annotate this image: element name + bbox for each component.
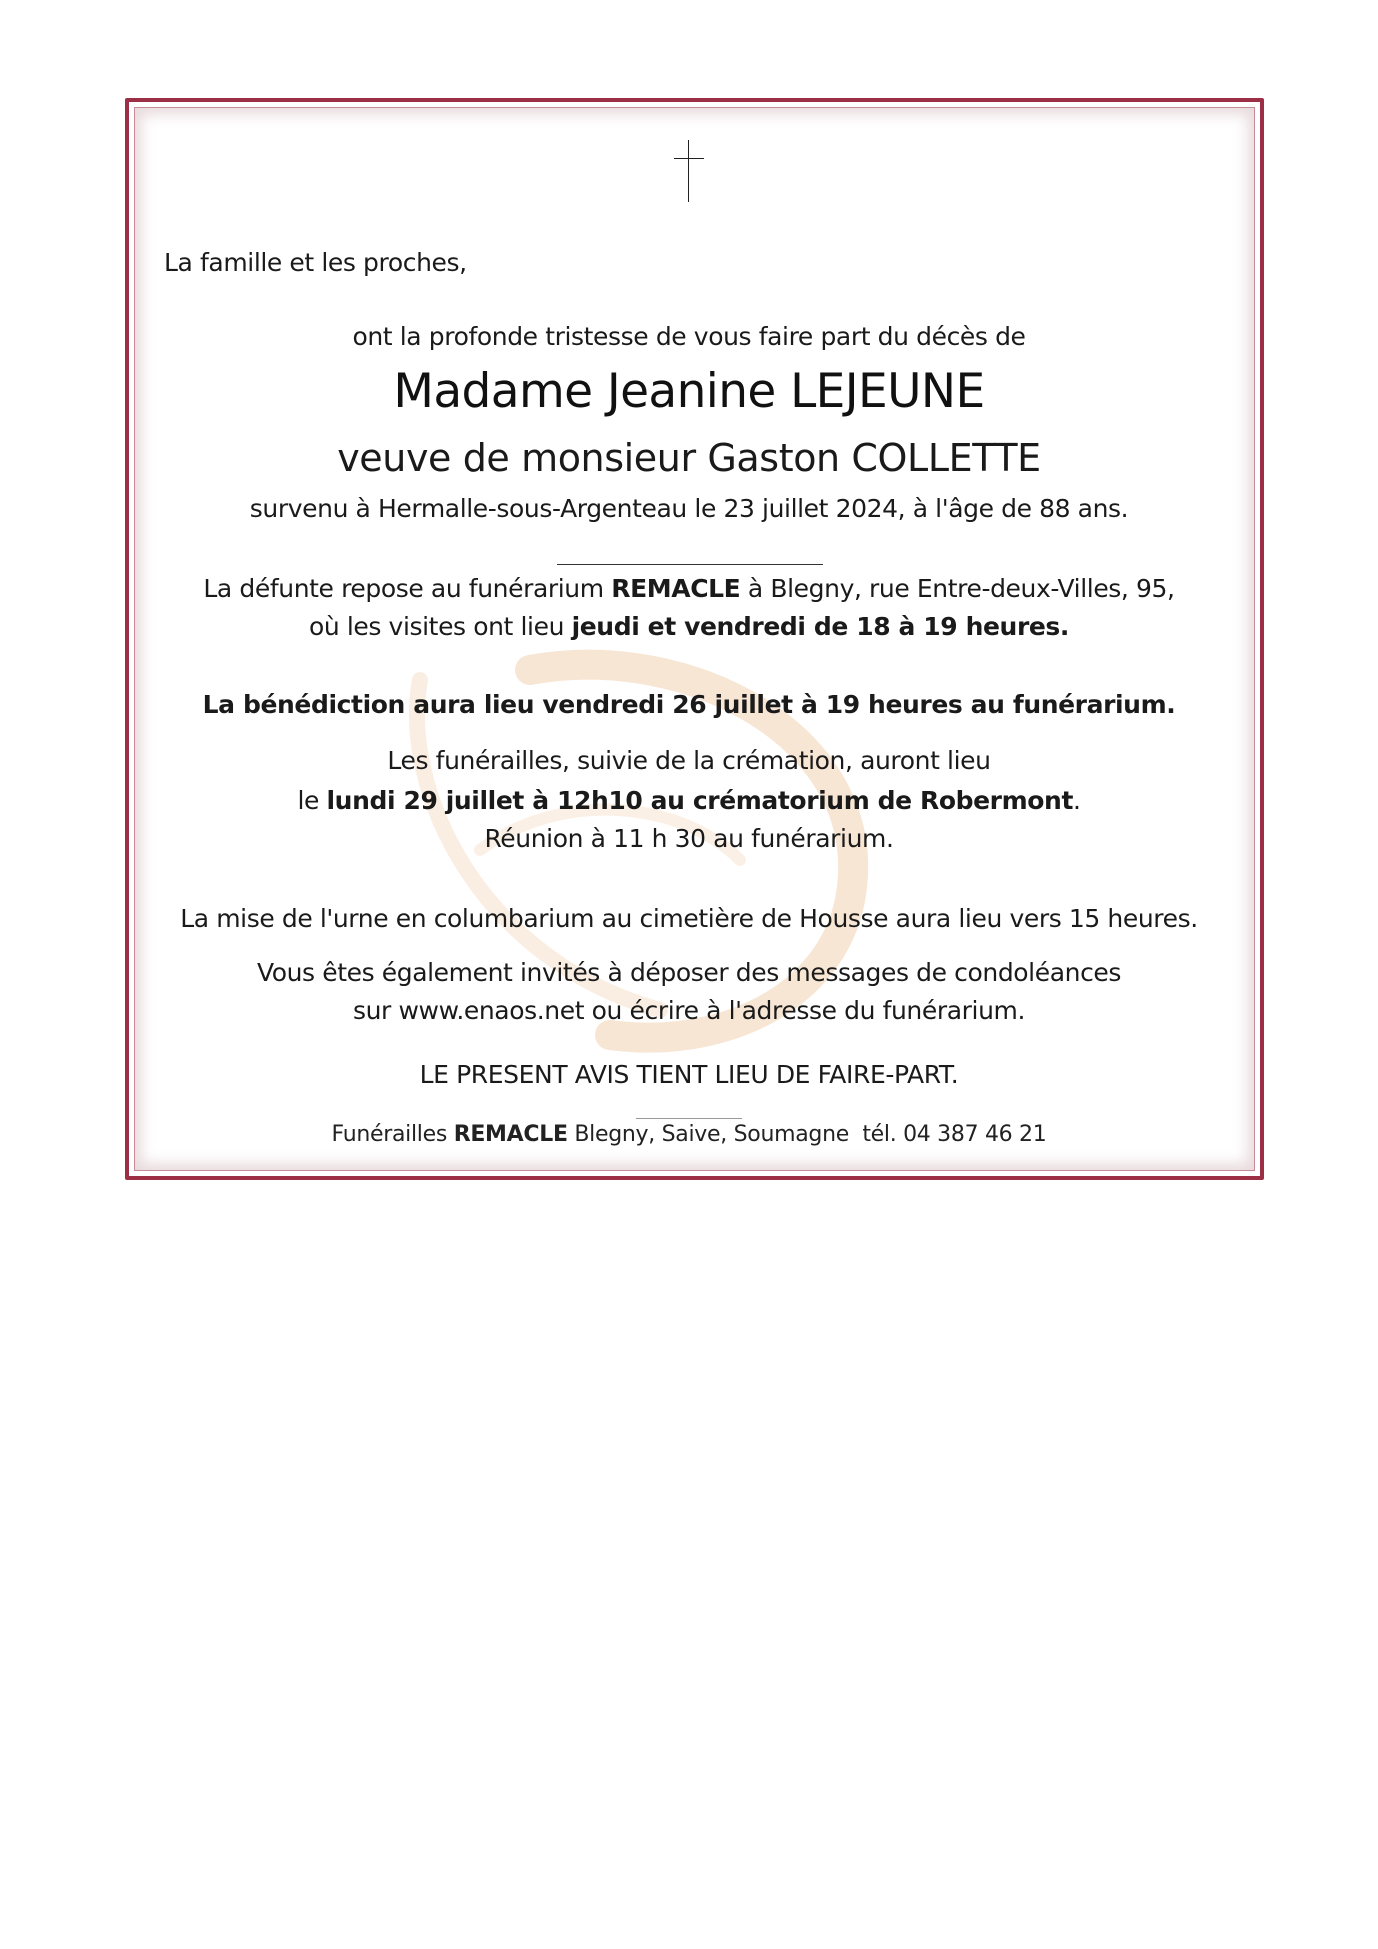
footer-separator bbox=[636, 1118, 742, 1119]
funeral-line-2 bbox=[0, 786, 1378, 815]
blessing-bold: La bénédiction aura lieu vendredi 26 juillet à 19 heures au funérarium. bbox=[202, 690, 1176, 719]
funeral-pre: le bbox=[297, 786, 327, 815]
footer-text bbox=[0, 1122, 1378, 1147]
blessing-text bbox=[0, 690, 1378, 719]
death-info: survenu à Hermalle-sous-Argenteau le 23 juillet 2024, à l'âge de 88 ans. bbox=[249, 494, 1129, 523]
meeting-text: Réunion à 11 h 30 au funérarium. bbox=[484, 824, 894, 853]
intro-text: La famille et les proches, bbox=[164, 248, 467, 277]
footer-post: Blegny, Saive, Soumagne tél. 04 387 46 21 bbox=[567, 1122, 1047, 1147]
urn-text: La mise de l'urne en columbarium au cimetière de Housse aura lieu vers 15 heures. bbox=[180, 904, 1198, 933]
cross-icon-bar bbox=[674, 158, 704, 159]
funeral-post: . bbox=[1073, 786, 1081, 815]
condolences-line-2: sur www.enaos.net ou écrire à l'adresse du funérarium. bbox=[352, 996, 1026, 1025]
separator-line bbox=[557, 564, 823, 565]
funeral-date: lundi 29 juillet à 12h10 au crématorium de Robermont bbox=[326, 786, 1073, 815]
footer-pre: Funérailles bbox=[331, 1122, 454, 1147]
condolences-line-1: Vous êtes également invités à déposer des messages de condoléances bbox=[256, 958, 1122, 987]
footer-brand: REMACLE bbox=[453, 1122, 568, 1147]
repose-text bbox=[0, 574, 1378, 603]
deceased-name: Madame Jeanine LEJEUNE bbox=[393, 364, 985, 419]
announcement-text: ont la profonde tristesse de vous faire part du décès de bbox=[352, 322, 1026, 351]
present-notice: LE PRESENT AVIS TIENT LIEU DE FAIRE-PART. bbox=[419, 1060, 959, 1089]
spouse-text: veuve de monsieur Gaston COLLETTE bbox=[337, 436, 1041, 480]
repose-brand: REMACLE bbox=[611, 574, 741, 603]
funeral-line-1: Les funérailles, suivie de la crémation, auront lieu bbox=[387, 746, 991, 775]
visits-text bbox=[0, 612, 1378, 641]
cross-icon bbox=[688, 140, 689, 202]
repose-pre: La défunte repose au funérarium bbox=[203, 574, 612, 603]
visits-hours: jeudi et vendredi de 18 à 19 heures. bbox=[571, 612, 1070, 641]
repose-post: à Blegny, rue Entre-deux-Villes, 95, bbox=[740, 574, 1175, 603]
visits-pre: où les visites ont lieu bbox=[308, 612, 572, 641]
